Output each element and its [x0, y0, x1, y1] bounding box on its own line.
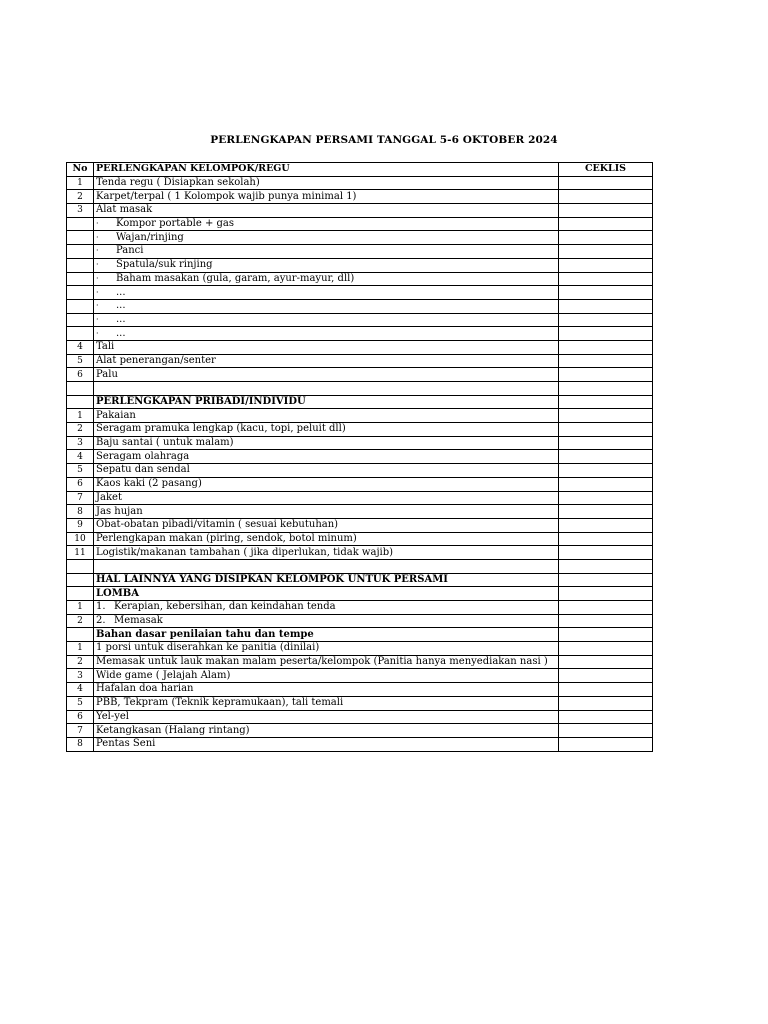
row-item: [94, 655, 559, 669]
section-heading: [94, 587, 559, 601]
row-number: [67, 299, 94, 313]
row-text: 1 porsi untuk diserahkan ke panitia (dinilai): [96, 642, 320, 654]
checkbox-cell[interactable]: [559, 231, 653, 245]
table-row: [67, 601, 653, 615]
row-text: Obat-obatan pibadi/vitamin ( sesuai kebutuhan): [96, 519, 339, 531]
row-text: PBB, Tekpram (Teknik kepramukaan), tali temali: [96, 697, 344, 709]
checkbox-cell[interactable]: [559, 491, 653, 505]
row-number: 8: [67, 505, 94, 519]
row-item: [94, 327, 559, 341]
row-text: Memasak untuk lauk makan malam peserta/kelompok (Panitia hanya menyediakan nasi ): [96, 656, 548, 668]
checkbox-cell[interactable]: [559, 340, 653, 354]
page-title: PERLENGKAPAN PERSAMI TANGGAL 5-6 OKTOBER 2024: [210, 134, 558, 146]
row-number: [67, 286, 94, 300]
checkbox-cell[interactable]: [559, 614, 653, 628]
row-item: [94, 204, 559, 218]
table-row: [67, 546, 653, 560]
table-row: [67, 491, 653, 505]
row-item: [94, 737, 559, 751]
row-item: [94, 724, 559, 738]
row-number: 4: [67, 450, 94, 464]
row-number: [67, 382, 94, 396]
row-text: Perlengkapan makan (piring, sendok, botol minum): [96, 532, 357, 544]
row-text: HAL LAINNYA YANG DISIPKAN KELOMPOK UNTUK PERSAMI: [96, 573, 448, 585]
row-number: 2: [67, 190, 94, 204]
checkbox-cell[interactable]: [559, 573, 653, 587]
bullet-marker: ·: [96, 273, 99, 283]
row-number: [67, 395, 94, 409]
table-row: [67, 477, 653, 491]
checkbox-cell[interactable]: [559, 655, 653, 669]
row-number: 1: [67, 176, 94, 190]
row-text: Seragam olahraga: [96, 450, 190, 462]
checkbox-cell[interactable]: [559, 176, 653, 190]
row-text: Sepatu dan sendal: [96, 464, 190, 476]
checkbox-cell[interactable]: [559, 642, 653, 656]
checkbox-cell[interactable]: [559, 217, 653, 231]
checkbox-cell[interactable]: [559, 382, 653, 396]
checkbox-cell[interactable]: [559, 724, 653, 738]
row-text: PERLENGKAPAN PRIBADI/INDIVIDU: [96, 396, 306, 408]
row-number: 5: [67, 464, 94, 478]
checkbox-cell[interactable]: [559, 737, 653, 751]
table-row: [67, 190, 653, 204]
row-text: LOMBA: [96, 587, 140, 599]
table-row: [67, 217, 653, 231]
table-row: [67, 532, 653, 546]
row-item: [94, 477, 559, 491]
row-number: 9: [67, 518, 94, 532]
row-text: Memasak: [114, 615, 163, 627]
row-item: [94, 286, 559, 300]
row-text: ...: [116, 286, 126, 298]
checkbox-cell[interactable]: [559, 532, 653, 546]
table-row: [67, 423, 653, 437]
row-number: 3: [67, 669, 94, 683]
row-item: [94, 354, 559, 368]
row-number: [67, 628, 94, 642]
row-item: [94, 313, 559, 327]
row-item: [94, 382, 559, 396]
row-number: 1: [67, 642, 94, 656]
list-number: 2.: [96, 615, 106, 627]
header-item: PERLENGKAPAN KELOMPOK/REGU: [94, 163, 559, 177]
row-item: [94, 614, 559, 628]
table-row: [67, 354, 653, 368]
checkbox-cell[interactable]: [559, 190, 653, 204]
checkbox-cell[interactable]: [559, 683, 653, 697]
row-text: Alat masak: [96, 204, 153, 216]
row-number: 2: [67, 614, 94, 628]
row-number: 11: [67, 546, 94, 560]
table-row: [67, 559, 653, 573]
section-heading: [94, 628, 559, 642]
table-row: [67, 724, 653, 738]
row-text: Palu: [96, 368, 118, 380]
row-number: 6: [67, 477, 94, 491]
table-row: [67, 340, 653, 354]
row-item: [94, 245, 559, 259]
row-text: ...: [116, 300, 126, 312]
checkbox-cell[interactable]: [559, 546, 653, 560]
table-row: [67, 436, 653, 450]
row-item: [94, 409, 559, 423]
row-number: [67, 245, 94, 259]
table-row: [67, 176, 653, 190]
table-row: [67, 683, 653, 697]
row-item: [94, 559, 559, 573]
row-text: Karpet/terpal ( 1 Kolompok wajib punya minimal 1): [96, 190, 357, 202]
checkbox-cell[interactable]: [559, 272, 653, 286]
row-text: Pakaian: [96, 409, 136, 421]
row-item: [94, 491, 559, 505]
checkbox-cell[interactable]: [559, 436, 653, 450]
list-number: 1.: [96, 601, 106, 613]
row-number: 6: [67, 368, 94, 382]
row-text: Panci: [116, 245, 144, 257]
table-row: [67, 409, 653, 423]
row-text: ...: [116, 313, 126, 325]
row-number: 3: [67, 204, 94, 218]
row-number: [67, 327, 94, 341]
table-row: [67, 395, 653, 409]
table-row: [67, 258, 653, 272]
row-text: Pentas Seni: [96, 738, 156, 750]
checklist-table: [66, 162, 653, 752]
bullet-marker: ·: [96, 314, 99, 324]
table-row: [67, 313, 653, 327]
checkbox-cell[interactable]: [559, 505, 653, 519]
row-item: [94, 518, 559, 532]
checkbox-cell[interactable]: [559, 395, 653, 409]
checkbox-cell[interactable]: [559, 258, 653, 272]
row-item: [94, 217, 559, 231]
table-row: [67, 696, 653, 710]
row-item: [94, 299, 559, 313]
section-heading: [94, 573, 559, 587]
bullet-marker: ·: [96, 219, 99, 229]
row-text: Kaos kaki (2 pasang): [96, 478, 202, 490]
row-number: [67, 573, 94, 587]
row-item: [94, 450, 559, 464]
checkbox-cell[interactable]: [559, 450, 653, 464]
row-item: [94, 696, 559, 710]
checkbox-cell[interactable]: [559, 286, 653, 300]
row-text: Kerapian, kebersihan, dan keindahan tenda: [114, 601, 336, 613]
checkbox-cell[interactable]: [559, 299, 653, 313]
checkbox-cell[interactable]: [559, 587, 653, 601]
table-row: [67, 710, 653, 724]
row-text: Bahan dasar penilaian tahu dan tempe: [96, 628, 314, 640]
checkbox-cell[interactable]: [559, 559, 653, 573]
row-item: [94, 669, 559, 683]
row-text: Wajan/rinjing: [116, 231, 184, 243]
checkbox-cell[interactable]: [559, 313, 653, 327]
bullet-marker: ·: [96, 232, 99, 242]
table-row: [67, 737, 653, 751]
row-number: [67, 587, 94, 601]
row-item: [94, 464, 559, 478]
row-number: 7: [67, 724, 94, 738]
row-item: [94, 683, 559, 697]
row-item: [94, 340, 559, 354]
table-row: [67, 272, 653, 286]
checkbox-cell[interactable]: [559, 710, 653, 724]
row-item: [94, 190, 559, 204]
row-number: 1: [67, 409, 94, 423]
row-number: [67, 559, 94, 573]
table-row: [67, 614, 653, 628]
row-text: Jas hujan: [96, 505, 143, 517]
checkbox-cell[interactable]: [559, 477, 653, 491]
row-number: 10: [67, 532, 94, 546]
table-row: [67, 587, 653, 601]
row-text: Logistik/makanan tambahan ( jika diperlukan, tidak wajib): [96, 546, 394, 558]
table-row: [67, 286, 653, 300]
row-number: 2: [67, 423, 94, 437]
checkbox-cell[interactable]: [559, 368, 653, 382]
table-row: [67, 450, 653, 464]
row-number: 1: [67, 601, 94, 615]
row-item: [94, 423, 559, 437]
row-number: [67, 272, 94, 286]
table-row: [67, 628, 653, 642]
row-number: 3: [67, 436, 94, 450]
row-number: [67, 217, 94, 231]
bullet-marker: ·: [96, 260, 99, 270]
header-no: No: [67, 163, 94, 177]
row-text: Spatula/suk rinjing: [116, 259, 213, 271]
table-row: [67, 655, 653, 669]
row-item: [94, 436, 559, 450]
row-number: 5: [67, 696, 94, 710]
row-text: Jaket: [96, 491, 122, 503]
row-text: Wide game ( Jelajah Alam): [96, 669, 231, 681]
row-number: [67, 313, 94, 327]
checkbox-cell[interactable]: [559, 204, 653, 218]
row-text: Baham masakan (gula, garam, ayur-mayur, dll): [116, 272, 355, 284]
row-item: [94, 601, 559, 615]
checkbox-cell[interactable]: [559, 696, 653, 710]
row-text: Tali: [96, 341, 115, 353]
bullet-marker: ·: [96, 246, 99, 256]
row-number: 7: [67, 491, 94, 505]
row-number: 4: [67, 340, 94, 354]
row-item: [94, 272, 559, 286]
row-number: 8: [67, 737, 94, 751]
table-row: [67, 231, 653, 245]
row-item: [94, 368, 559, 382]
table-row: [67, 518, 653, 532]
row-number: [67, 231, 94, 245]
row-text: Alat penerangan/senter: [96, 354, 216, 366]
table-row: [67, 464, 653, 478]
section-heading: [94, 395, 559, 409]
row-text: Tenda regu ( Disiapkan sekolah): [96, 177, 260, 189]
row-text: Baju santai ( untuk malam): [96, 437, 234, 449]
table-row: [67, 368, 653, 382]
row-number: 2: [67, 655, 94, 669]
table-row: [67, 382, 653, 396]
row-item: [94, 642, 559, 656]
row-item: [94, 231, 559, 245]
table-row: [67, 573, 653, 587]
row-item: [94, 176, 559, 190]
bullet-marker: ·: [96, 287, 99, 297]
row-item: [94, 546, 559, 560]
checkbox-cell[interactable]: [559, 628, 653, 642]
checkbox-cell[interactable]: [559, 409, 653, 423]
row-text: Ketangkasan (Halang rintang): [96, 724, 250, 736]
table-row: [67, 642, 653, 656]
checkbox-cell[interactable]: [559, 423, 653, 437]
checkbox-cell[interactable]: [559, 354, 653, 368]
checkbox-cell[interactable]: [559, 518, 653, 532]
row-item: [94, 532, 559, 546]
header-check: CEKLIS: [559, 163, 653, 177]
row-item: [94, 710, 559, 724]
row-number: 6: [67, 710, 94, 724]
row-text: Seragam pramuka lengkap (kacu, topi, peluit dll): [96, 423, 346, 435]
checkbox-cell[interactable]: [559, 245, 653, 259]
table-row: [67, 327, 653, 341]
row-number: [67, 258, 94, 272]
row-text: ...: [116, 327, 126, 339]
checkbox-cell[interactable]: [559, 601, 653, 615]
row-item: [94, 258, 559, 272]
row-number: 5: [67, 354, 94, 368]
row-item: [94, 505, 559, 519]
table-header-row: [67, 163, 653, 177]
checkbox-cell[interactable]: [559, 464, 653, 478]
table-row: [67, 245, 653, 259]
bullet-marker: ·: [96, 328, 99, 338]
table-row: [67, 299, 653, 313]
table-row: [67, 204, 653, 218]
row-text: Yel-yel: [96, 710, 129, 722]
checkbox-cell[interactable]: [559, 327, 653, 341]
row-text: Kompor portable + gas: [116, 218, 235, 230]
checkbox-cell[interactable]: [559, 669, 653, 683]
table-row: [67, 505, 653, 519]
bullet-marker: ·: [96, 301, 99, 311]
row-text: Hafalan doa harian: [96, 683, 194, 695]
row-number: 4: [67, 683, 94, 697]
table-row: [67, 669, 653, 683]
